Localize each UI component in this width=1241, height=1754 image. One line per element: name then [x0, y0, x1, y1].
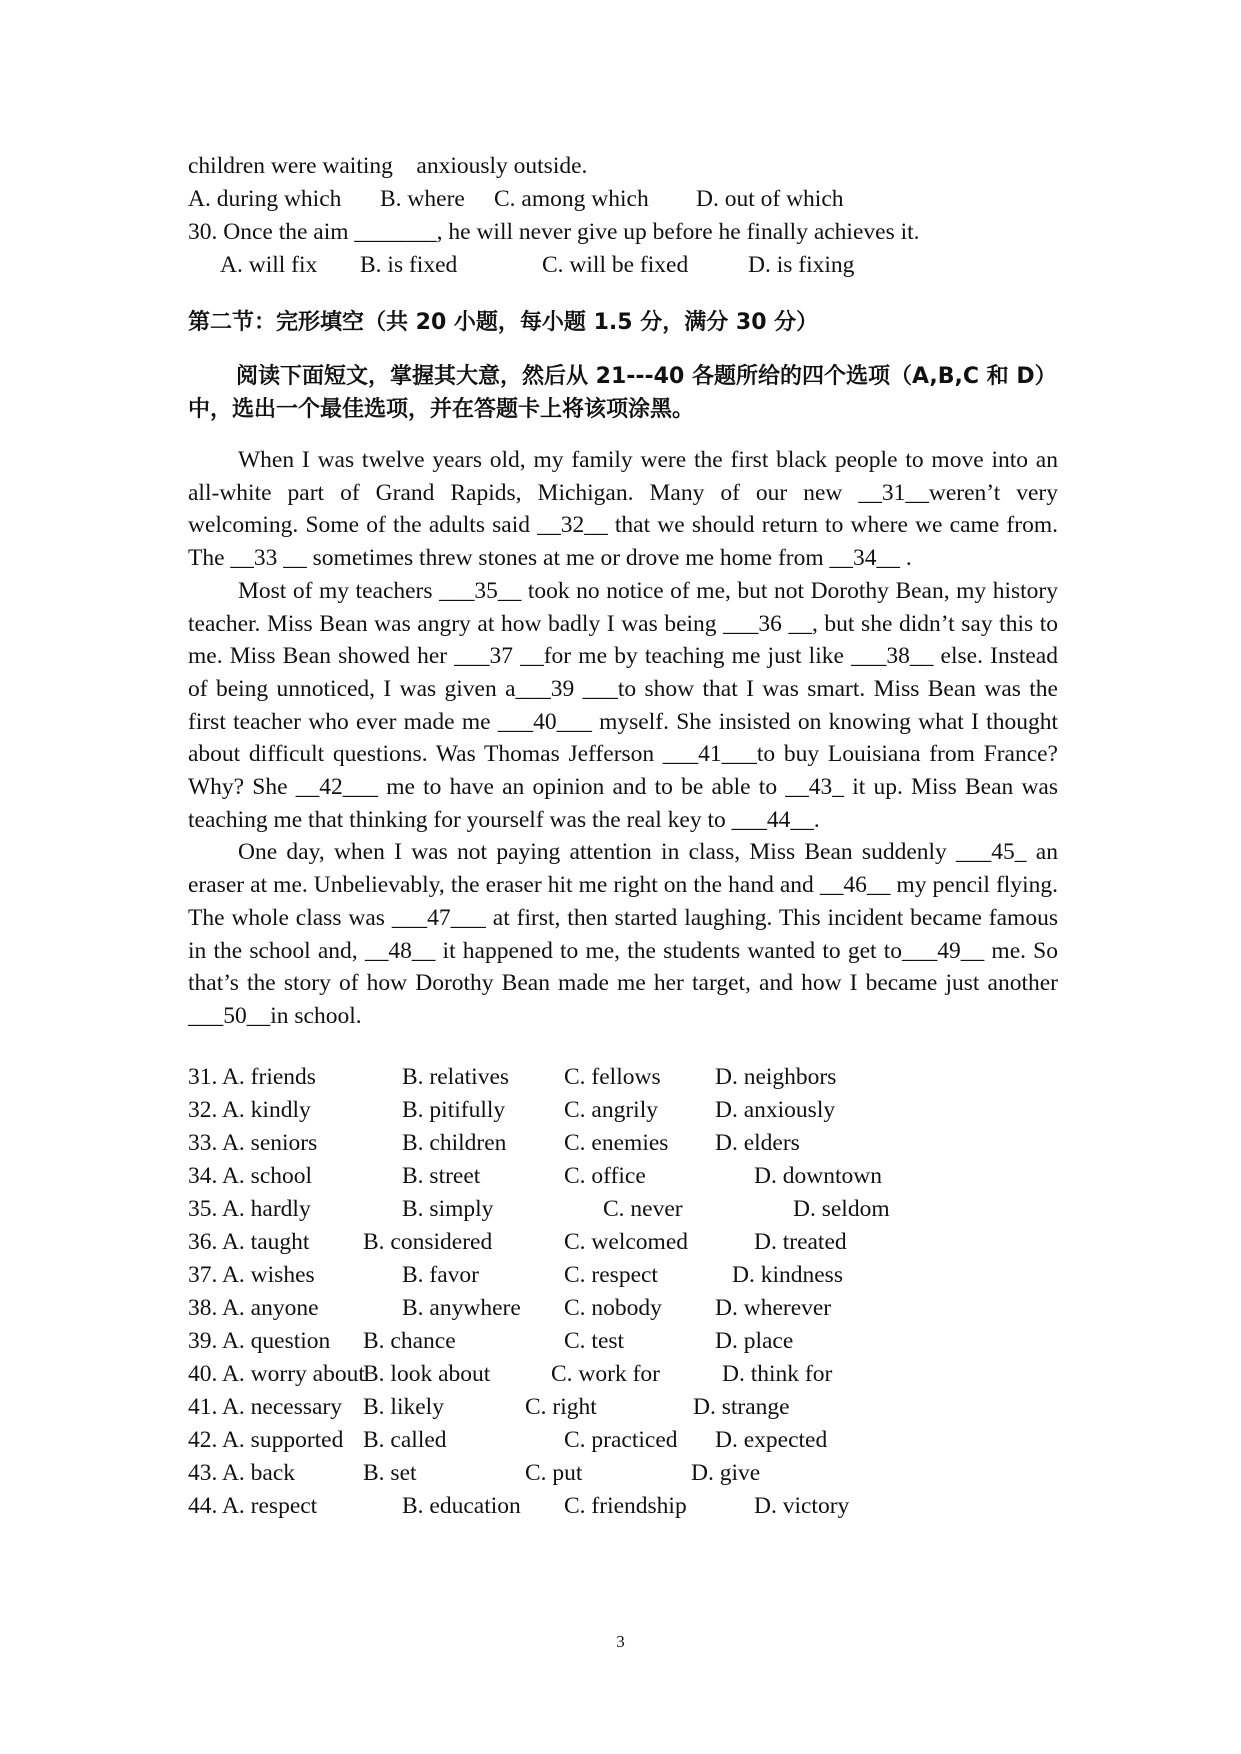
option-b: B. is fixed — [360, 252, 458, 278]
choice-d: D. expected — [715, 1426, 828, 1453]
passage-paragraph-1: When I was twelve years old, my family were the first black people to move into an all-white part of Grand Rapids, Michigan. Many of our new __31__weren’t very welcoming. Some of the adults said __32__ that we should return to where we came from. The __33 __ sometimes threw stones at me or drove me home from __34__ . — [188, 447, 1058, 572]
choice-b: B. anywhere — [402, 1294, 521, 1321]
choice-d: D. victory — [754, 1492, 850, 1519]
choice-a: 43. A. back — [188, 1459, 296, 1486]
choice-list — [188, 1061, 1058, 1523]
choice-c: C. angrily — [564, 1096, 658, 1123]
choice-a: 31. A. friends — [188, 1063, 316, 1090]
prev-question-tail: children were waiting anxiously outside. — [188, 153, 588, 179]
choice-row-43 — [188, 1457, 1058, 1490]
choice-d: D. give — [691, 1459, 761, 1486]
choice-a: 44. A. respect — [188, 1492, 318, 1519]
passage-paragraph-2: Most of my teachers ___35__ took no notice of me, but not Dorothy Bean, my history teacher. Miss Bean was angry at how badly I was being ___36 __, but she didn’t say this to me. Miss Bean showed her ___37 __for me by teaching me just like ___38__ else. Instead of being unnoticed, I was given a___39 ___to show that I was smart. Miss Bean was the first teacher who ever made me ___40___ myself. She insisted on knowing what I thought about difficult questions. Was Thomas Jefferson ___41___to buy Louisiana from France? Why? She __42___ me to have an opinion and to be able to __43_ it up. Miss Bean was teaching me that thinking for yourself was the real key to ___44__. — [188, 577, 1058, 833]
choice-a: 34. A. school — [188, 1162, 313, 1189]
choice-c: C. practiced — [564, 1426, 678, 1453]
choice-b: B. simply — [402, 1195, 494, 1222]
choice-d: D. downtown — [754, 1162, 882, 1189]
choice-a: 36. A. taught — [188, 1228, 310, 1255]
choice-a: 35. A. hardly — [188, 1195, 311, 1222]
choice-d: D. wherever — [715, 1294, 832, 1321]
option-b: B. where — [380, 186, 465, 212]
choice-b: B. favor — [402, 1261, 480, 1288]
choice-a: 42. A. supported — [188, 1426, 344, 1453]
option-a: A. will fix — [220, 252, 318, 278]
choice-c: C. respect — [564, 1261, 658, 1288]
choice-c: C. never — [603, 1195, 683, 1222]
question-30-options — [188, 249, 1058, 282]
choice-row-42 — [188, 1424, 1058, 1457]
choice-d: D. neighbors — [715, 1063, 837, 1090]
choice-d: D. strange — [693, 1393, 790, 1420]
choice-row-37 — [188, 1259, 1058, 1292]
choice-c: C. fellows — [564, 1063, 661, 1090]
option-d: D. is fixing — [748, 252, 855, 278]
choice-b: B. considered — [363, 1228, 493, 1255]
choice-a: 33. A. seniors — [188, 1129, 318, 1156]
choice-row-35 — [188, 1193, 1058, 1226]
choice-d: D. kindness — [732, 1261, 843, 1288]
choice-b: B. children — [402, 1129, 507, 1156]
choice-b: B. pitifully — [402, 1096, 506, 1123]
choice-row-33 — [188, 1127, 1058, 1160]
exam-page — [188, 150, 1058, 1523]
choice-b: B. chance — [363, 1327, 456, 1354]
choice-d: D. elders — [715, 1129, 800, 1156]
option-d: D. out of which — [696, 186, 844, 212]
page-number: 3 — [616, 1632, 625, 1651]
option-a: A. during which — [188, 186, 342, 212]
choice-c: C. nobody — [564, 1294, 662, 1321]
choice-c: C. work for — [551, 1360, 660, 1387]
choice-row-36 — [188, 1226, 1058, 1259]
choice-d: D. anxiously — [715, 1096, 836, 1123]
choice-a: 32. A. kindly — [188, 1096, 311, 1123]
choice-row-41 — [188, 1391, 1058, 1424]
choice-row-44 — [188, 1490, 1058, 1523]
choice-row-39 — [188, 1325, 1058, 1358]
choice-c: C. friendship — [564, 1492, 687, 1519]
choice-c: C. put — [525, 1459, 583, 1486]
choice-a: 40. A. worry about — [188, 1360, 365, 1387]
choice-c: C. enemies — [564, 1129, 669, 1156]
choice-b: B. look about — [363, 1360, 491, 1387]
choice-b: B. called — [363, 1426, 447, 1453]
choice-row-31 — [188, 1061, 1058, 1094]
choice-row-38 — [188, 1292, 1058, 1325]
passage-paragraph-3: One day, when I was not paying attention in class, Miss Bean suddenly ___45_ an eraser at me. Unbelievably, the eraser hit me right on the hand and __46__ my pencil flying. The whole class was ___47___ at first, then started laughing. This incident became famous in the school and, __48__ it happened to me, the students wanted to get to___49__ me. So that’s the story of how Dorothy Bean made me her target, and how I became just another ___50__in school. — [188, 839, 1058, 1029]
question-30-stem: 30. Once the aim _______, he will never give up before he finally achieves it. — [188, 219, 920, 245]
choice-row-40 — [188, 1358, 1058, 1391]
choice-b: B. likely — [363, 1393, 444, 1420]
choice-b: B. street — [402, 1162, 481, 1189]
choice-b: B. relatives — [402, 1063, 510, 1090]
choice-row-32 — [188, 1094, 1058, 1127]
section-instruction: 阅读下面短文，掌握其大意，然后从 21---40 各题所给的四个选项（A,B,C 和 D）中，选出一个最佳选项，并在答题卡上将该项涂黑。 — [188, 364, 1057, 422]
choice-b: B. set — [363, 1459, 417, 1486]
choice-d: D. think for — [722, 1360, 833, 1387]
choice-c: C. welcomed — [564, 1228, 688, 1255]
choice-d: D. seldom — [793, 1195, 890, 1222]
section-title: 第二节：完形填空（共 20 小题，每小题 1.5 分，满分 30 分） — [188, 310, 819, 335]
option-c: C. among which — [494, 186, 649, 212]
choice-a: 38. A. anyone — [188, 1294, 319, 1321]
choice-d: D. treated — [754, 1228, 847, 1255]
choice-a: 39. A. question — [188, 1327, 331, 1354]
choice-a: 37. A. wishes — [188, 1261, 315, 1288]
choice-b: B. education — [402, 1492, 521, 1519]
choice-c: C. test — [564, 1327, 625, 1354]
cloze-passage — [188, 444, 1058, 1033]
choice-c: C. right — [525, 1393, 597, 1420]
choice-c: C. office — [564, 1162, 646, 1189]
choice-d: D. place — [715, 1327, 794, 1354]
choice-a: 41. A. necessary — [188, 1393, 343, 1420]
prev-question-options — [188, 183, 1058, 216]
option-c: C. will be fixed — [542, 252, 689, 278]
choice-row-34 — [188, 1160, 1058, 1193]
